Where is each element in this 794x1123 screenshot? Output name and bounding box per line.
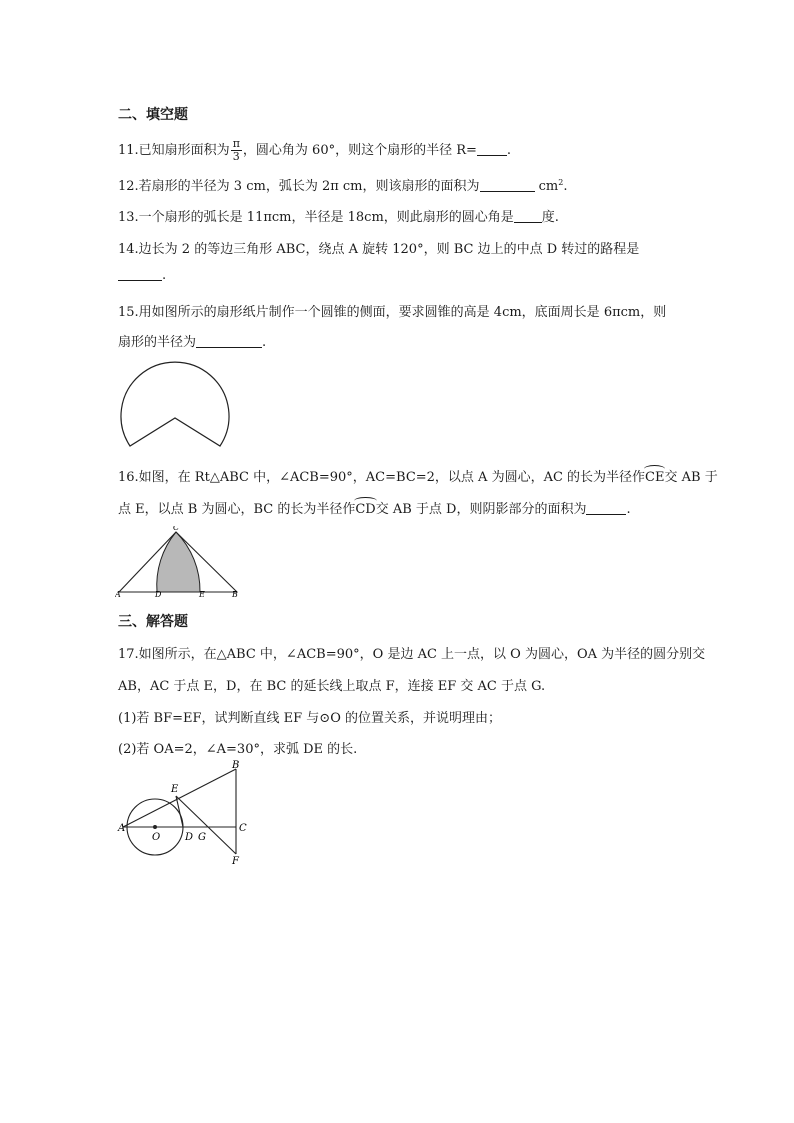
q17-segment-ab bbox=[123, 769, 236, 827]
q17-label-f: F bbox=[232, 856, 239, 867]
question-14 bbox=[118, 238, 639, 257]
question-12 bbox=[118, 175, 568, 194]
question-15 bbox=[118, 301, 666, 320]
section-heading-fill-in: 二、填空题 bbox=[118, 107, 188, 123]
q12-end: . bbox=[563, 179, 568, 194]
q17-segment-ed bbox=[176, 796, 183, 827]
q16-label-d: D bbox=[155, 590, 162, 598]
question-15-line-2 bbox=[118, 331, 266, 350]
q17-label-g: G bbox=[198, 832, 206, 843]
q15-sector-figure bbox=[115, 360, 235, 455]
question-17-part-1: (1)若 BF=EF，试判断直线 EF 与⊙O 的位置关系，并说明理由； bbox=[118, 711, 501, 726]
q15-end: . bbox=[262, 335, 267, 350]
q16-arc-cd: CD bbox=[355, 502, 376, 517]
q16-end: . bbox=[626, 502, 631, 517]
q11-text-after: ，圆心角为 60°，则这个扇形的半径 R= bbox=[242, 143, 477, 158]
q17-label-e: E bbox=[171, 784, 179, 795]
q16-label-c: C bbox=[173, 526, 180, 532]
question-16-line-2 bbox=[118, 498, 631, 517]
q15-line-2-text: 扇形的半径为 bbox=[118, 335, 197, 350]
section-heading-solutions: 三、解答题 bbox=[118, 614, 188, 630]
q14-line-1: 14.边长为 2 的等边三角形 ABC，绕点 A 旋转 120°，则 BC 边上的中点 D 转过的路程是 bbox=[118, 242, 640, 257]
q16-arc-ce: CE bbox=[645, 470, 665, 485]
q17-label-d: D bbox=[185, 832, 194, 843]
q15-sector-shape bbox=[121, 362, 229, 446]
q17-segment-ef bbox=[176, 796, 236, 854]
question-17-line-1: 17.如图所示，在△ABC 中，∠ACB=90°，O 是边 AC 上一点，以 O 为圆心，OA 为半径的圆分别交 bbox=[118, 647, 706, 662]
q15-answer-blank[interactable] bbox=[196, 335, 262, 348]
q16-label-e: E bbox=[199, 590, 205, 598]
q17-label-o: O bbox=[152, 832, 161, 843]
q16-line-2-text: 点 E，以点 B 为圆心，BC 的长为半径作 bbox=[118, 502, 356, 517]
q11-frac-den: 3 bbox=[232, 150, 240, 163]
question-13 bbox=[118, 206, 559, 225]
q12-answer-blank[interactable] bbox=[480, 179, 535, 192]
q12-unit: cm bbox=[538, 179, 559, 194]
q16-line-1-text: 16.如图，在 Rt△ABC 中，∠ACB=90°，AC=BC=2，以点 A 为圆心，AC 的长为半径作 bbox=[118, 470, 646, 485]
q11-end: . bbox=[506, 143, 512, 158]
q17-circle-triangle-figure bbox=[115, 758, 255, 868]
q15-line-1: 15.用如图所示的扇形纸片制作一个圆锥的侧面，要求圆锥的高是 4cm，底面周长是 6πcm，则 bbox=[118, 305, 667, 320]
q14-end: . bbox=[162, 268, 167, 283]
q16-label-a: A bbox=[115, 590, 121, 598]
q17-label-c: C bbox=[239, 823, 247, 834]
q11-text-before: 11.已知扇形面积为 bbox=[118, 143, 230, 158]
q17-center-o bbox=[153, 825, 157, 829]
q13-end: 度. bbox=[541, 210, 559, 225]
question-17-line-2: AB，AC 于点 E，D，在 BC 的延长线上取点 F，连接 EF 交 AC 于点 G. bbox=[118, 679, 546, 694]
q16-answer-blank[interactable] bbox=[586, 502, 626, 515]
q16-shaded-region bbox=[157, 532, 200, 592]
q12-unit-sup: 2 bbox=[558, 178, 564, 187]
q17-label-b: B bbox=[232, 760, 240, 771]
q14-answer-blank[interactable] bbox=[118, 268, 162, 281]
question-14-line-2 bbox=[118, 268, 166, 283]
q17-label-a: A bbox=[118, 823, 126, 834]
q13-answer-blank[interactable] bbox=[514, 210, 542, 223]
q16-line-1-after: 交 AB 于 bbox=[664, 470, 718, 485]
question-16 bbox=[118, 466, 718, 485]
q13-text-before: 13.一个扇形的弧长是 11πcm，半径是 18cm，则此扇形的圆心角是 bbox=[118, 210, 514, 225]
q11-answer-blank[interactable] bbox=[477, 143, 507, 156]
question-11 bbox=[118, 138, 511, 163]
q16-triangle-figure bbox=[115, 526, 250, 598]
q16-label-b: B bbox=[232, 590, 238, 598]
q16-line-2-after: 交 AB 于点 D，则阴影部分的面积为 bbox=[375, 502, 587, 517]
question-17-part-2: (2)若 OA=2，∠A=30°，求弧 DE 的长. bbox=[118, 742, 358, 757]
q11-frac-num: π bbox=[232, 137, 240, 150]
q12-text-before: 12.若扇形的半径为 3 cm，弧长为 2π cm，则该扇形的面积为 bbox=[118, 179, 480, 194]
q11-fraction bbox=[231, 138, 242, 163]
